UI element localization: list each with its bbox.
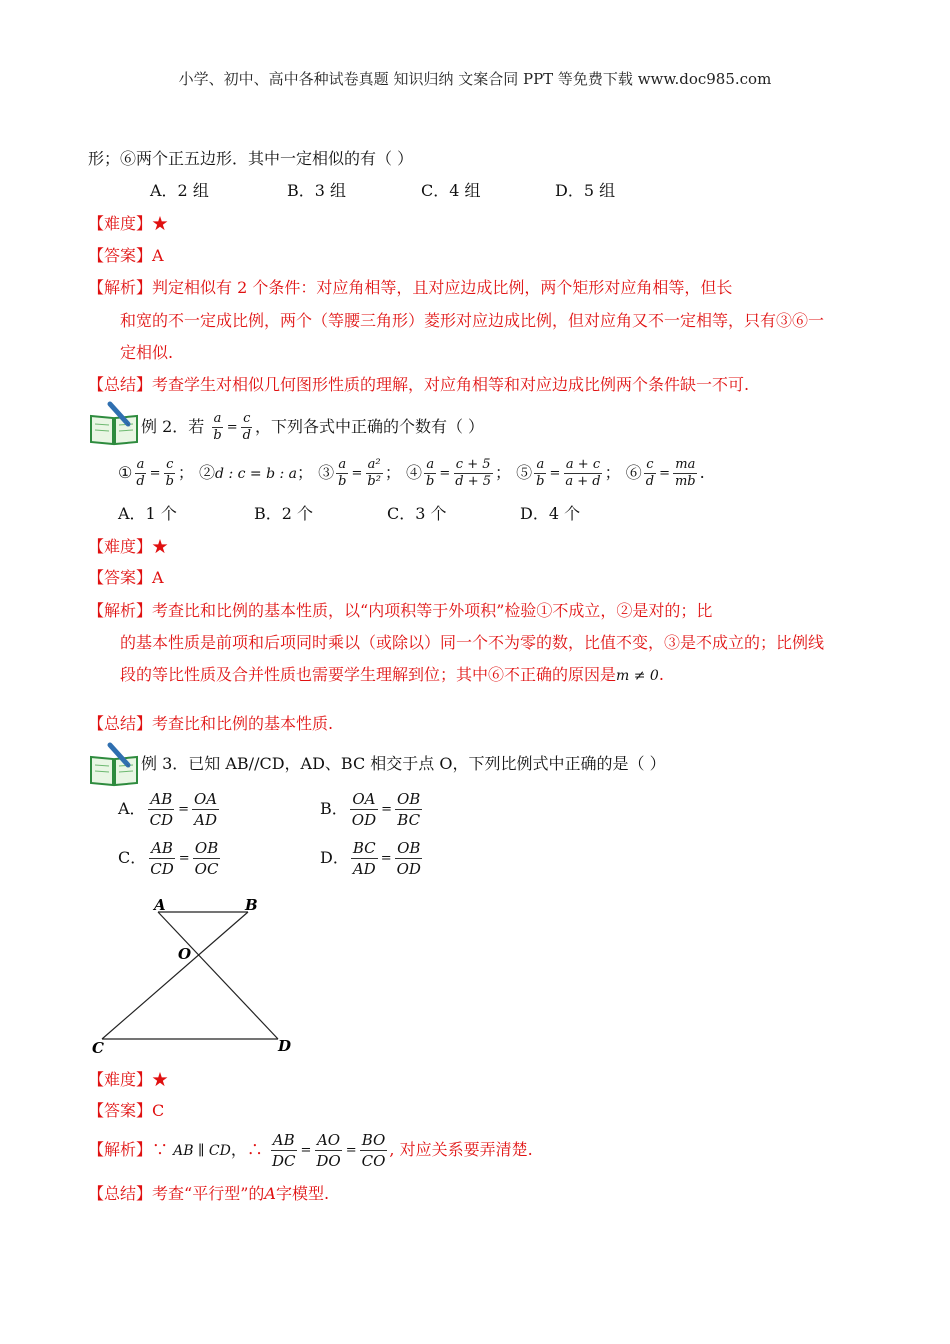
q3-option-b-frac-right [395, 790, 422, 829]
equals-sign: = [381, 802, 392, 817]
equals-sign: = [300, 1142, 312, 1158]
q3-option-d-n2: OB [397, 839, 421, 857]
q2-item-4-frac-right [453, 458, 493, 489]
q3-option-b-d2: BC [397, 811, 421, 829]
q3-option-a-letter: A． [118, 799, 146, 818]
q2-item-3-d1: b [338, 474, 347, 489]
q2-item-5-mark: ⑤ [516, 463, 533, 482]
q3-option-d-letter: D． [320, 848, 349, 867]
q2-analysis-math: m ≠ 0 [616, 668, 659, 684]
q3-answer [88, 1100, 164, 1122]
q3-summary-pre: 考查“平行型”的 [152, 1184, 265, 1203]
q2-items [118, 458, 705, 489]
q1-summary [88, 374, 749, 396]
q2-difficulty-label: 【难度】 [88, 537, 153, 556]
q1-analysis-line-3: 定相似. [120, 343, 174, 362]
q2-stem-pre: 若 [188, 417, 205, 436]
q3-option-b-n2: OB [397, 790, 421, 808]
equals-sign: = [178, 802, 189, 817]
geometry-figure [88, 895, 308, 1060]
equals-sign: = [351, 465, 363, 481]
q2-stem [141, 412, 484, 443]
q1-analysis-line-1: 判定相似有 2 个条件：对应角相等，且对应边成比例，两个矩形对应角相等，但长 [152, 278, 733, 297]
q2-item-3: ③ $\frac{a}{b}$ = $\frac{\text{a²}}{\text{b²}}$ ； [318, 457, 401, 489]
q1-difficulty-label: 【难度】 [88, 214, 153, 233]
q2-item-4-mark: ④ [406, 463, 423, 482]
segment-bc [102, 912, 248, 1039]
q2-item-1-d2: b [165, 474, 174, 489]
q1-answer-label: 【答案】 [88, 246, 153, 265]
q2-item-1-frac-left [134, 458, 146, 489]
q2-item-5: ⑤ $\frac{a}{b}$ = $\frac{a + c}{a + d}$ ； [516, 457, 621, 489]
point-label-b: B [245, 896, 258, 914]
q2-analysis [88, 600, 712, 622]
q3-summary-italic: A [264, 1184, 276, 1203]
q2-item-5-d1: b [536, 474, 545, 489]
q1-option-c: C．4 组 [421, 181, 481, 200]
q2-item-3-d2: b² [367, 474, 381, 489]
q2-item-5-frac-right [563, 458, 602, 489]
q1-option-a: A．2 组 [150, 181, 209, 200]
q2-answer-value: A [152, 568, 164, 587]
q2-analysis-line-1: 考查比和比例的基本性质，以“内项积等于外项积”检验①不成立，②是对的；比 [152, 601, 713, 620]
q2-item-2: ②d : c = b : a； [199, 463, 314, 482]
q2-premise-frac-right [241, 412, 253, 443]
q2-difficulty-star: ★ [152, 537, 169, 556]
q3-stem-text: 已知 AB//CD，AD、BC 相交于点 O，下列比例式中正确的是（ ） [188, 754, 666, 773]
q3-option-d-n1: BC [352, 839, 376, 857]
q2-difficulty [88, 536, 168, 558]
q2-item-5-n1: a [536, 457, 545, 472]
q2-stem-post: ，下列各式中正确的个数有（ ） [254, 417, 485, 436]
q1-difficulty [88, 213, 168, 235]
equals-sign: = [549, 465, 561, 481]
q2-premise-num1: a [213, 411, 222, 426]
q3-analysis-tail: , 对应关系要弄清楚. [389, 1140, 533, 1159]
q2-summary-text: 考查比和比例的基本性质. [152, 714, 334, 733]
q1-option-d: D．5 组 [555, 181, 616, 200]
q2-answer [88, 567, 164, 589]
q2-item-5-n2: a + c [565, 457, 601, 472]
point-label-a: A [154, 896, 166, 914]
q2-analysis-label: 【解析】 [88, 601, 153, 620]
q3-option-d [320, 839, 425, 878]
q3-summary-post: 字模型. [275, 1184, 330, 1203]
q3-analysis-frac-2-num: AO [316, 1131, 341, 1149]
q2-item-1-n1: a [136, 457, 145, 472]
q3-answer-label: 【答案】 [88, 1101, 153, 1120]
q3-option-b-n1: OA [352, 790, 376, 808]
q2-item-3-n2: a² [367, 457, 381, 472]
equals-sign: = [226, 419, 238, 435]
q3-option-a [118, 790, 221, 829]
q1-option-b: B．3 组 [287, 181, 347, 200]
q1-summary-label: 【总结】 [88, 375, 153, 394]
q2-item-6-d2: mb [674, 474, 696, 489]
q3-analysis-because: ∵ [152, 1140, 169, 1159]
q2-label: 例 2． [141, 417, 189, 436]
q2-option-b: B．2 个 [254, 504, 314, 523]
q1-summary-text: 考查学生对相似几何图形性质的理解，对应角相等和对应边成比例两个条件缺一不可. [152, 375, 750, 394]
q2-item-3-frac-right [365, 458, 383, 489]
example-book-icon [88, 741, 140, 787]
equals-sign: = [345, 1142, 357, 1158]
q3-option-c-n2: OB [194, 839, 219, 857]
q1-difficulty-star: ★ [152, 214, 169, 233]
q1-answer [88, 245, 164, 267]
q2-item-3-mark: ③ [318, 463, 335, 482]
q3-option-c-frac-right [193, 839, 221, 878]
q3-analysis-frac-3-den: CO [361, 1152, 386, 1170]
point-label-d: D [278, 1037, 292, 1055]
q2-item-6: ⑥ $\frac{c}{d}$ = $\frac{ma}{mb}$ . [625, 457, 705, 489]
q3-difficulty-label: 【难度】 [88, 1070, 153, 1089]
q2-item-1-frac-right [164, 458, 176, 489]
equals-sign: = [380, 851, 392, 866]
q2-analysis-line-3: 段的等比性质及合并性质也需要学生理解到位；其中⑥不正确的原因是 [120, 665, 617, 684]
q3-difficulty-star: ★ [152, 1070, 169, 1089]
q1-stem-tail: 形；⑥两个正五边形．其中一定相似的有（ ） [88, 149, 414, 168]
q2-premise-den2: d [242, 428, 251, 443]
q3-label: 例 3． [141, 754, 189, 773]
q2-option-c: C．3 个 [387, 504, 447, 523]
example-book-icon [88, 400, 140, 446]
q3-option-d-frac-left [351, 839, 378, 878]
q2-item-4-d1: b [426, 474, 435, 489]
q2-item-5-frac-left [534, 458, 546, 489]
q2-item-4: ④ $\frac{a}{b}$ = $\frac{c + 5}{d + 5}$ ； [406, 457, 512, 489]
equals-sign: = [439, 465, 451, 481]
q3-analysis-parallel: AB ∥ CD [173, 1143, 231, 1159]
q3-option-a-d2: AD [194, 811, 217, 829]
q3-option-c-d1: CD [150, 860, 174, 878]
q2-item-1-mark: ① [118, 463, 133, 482]
q2-answer-label: 【答案】 [88, 568, 153, 587]
q3-option-d-d1: AD [352, 860, 376, 878]
q2-premise-num2: c [243, 411, 251, 426]
q3-option-a-frac-right [192, 790, 219, 829]
segment-ad [158, 912, 278, 1039]
q3-answer-value: C [152, 1101, 165, 1120]
q2-item-6-frac-left [644, 458, 656, 489]
q2-option-a: A．1 个 [118, 504, 177, 523]
q3-option-c-frac-left [148, 839, 176, 878]
q3-difficulty [88, 1069, 168, 1091]
q2-item-1: ① $\frac{a}{d}$ = $\frac{c}{b}$ ； [118, 457, 194, 489]
q3-option-b-d1: OD [351, 811, 377, 829]
q3-option-a-d1: CD [149, 811, 174, 829]
q3-summary [88, 1183, 329, 1205]
q3-analysis-frac-3 [360, 1131, 388, 1170]
q3-summary-label: 【总结】 [88, 1184, 153, 1203]
q1-analysis [88, 277, 732, 299]
equals-sign: = [178, 851, 190, 866]
point-label-o: O [178, 945, 192, 963]
q3-analysis-frac-1-den: DC [271, 1152, 296, 1170]
point-label-c: C [92, 1039, 104, 1057]
q2-premise-den1: b [213, 428, 222, 443]
q2-item-2-mark: ② [199, 463, 216, 482]
q3-option-b-letter: B． [320, 799, 348, 818]
q3-analysis-label: 【解析】 [88, 1140, 153, 1159]
q3-option-a-n2: OA [193, 790, 218, 808]
q3-option-a-n1: AB [150, 790, 173, 808]
q3-analysis-frac-2 [314, 1131, 342, 1170]
q2-item-6-mark: ⑥ [625, 463, 642, 482]
q3-analysis-frac-1 [270, 1131, 298, 1170]
q2-item-4-d2: d + 5 [455, 474, 492, 489]
q2-analysis-line-3-wrap: 段的等比性质及合并性质也需要学生理解到位；其中⑥不正确的原因是m ≠ 0. [120, 665, 664, 684]
page-header: 小学、初中、高中各种试卷真题 知识归纳 文案合同 PPT 等免费下载 www.doc985.com [178, 70, 772, 88]
q2-item-3-frac-left [336, 458, 348, 489]
q3-option-a-frac-left [148, 790, 176, 829]
q2-summary [88, 713, 333, 735]
q3-option-b [320, 790, 424, 829]
q2-item-1-d1: d [136, 474, 145, 489]
q2-item-3-n1: a [338, 457, 347, 472]
q3-option-b-frac-left [350, 790, 378, 829]
q2-summary-label: 【总结】 [88, 714, 153, 733]
q3-analysis: 【解析】∵ AB ∥ CD，∴ $\frac{AB}{DC}$ = $\frac{AO}{DO}$ = $\frac{BO}{CO}$ , 对应关系要弄清楚. [88, 1131, 533, 1170]
equals-sign: = [149, 465, 161, 481]
q3-option-c [118, 839, 222, 878]
q2-premise-frac-left [211, 412, 223, 443]
q2-option-d: D．4 个 [520, 504, 581, 523]
q2-item-4-frac-left [424, 458, 436, 489]
q3-option-c-d2: OC [194, 860, 219, 878]
q3-option-c-letter: C． [118, 848, 147, 867]
q2-item-5-d2: a + d [565, 474, 601, 489]
q3-analysis-frac-3-num: BO [361, 1131, 386, 1149]
q3-analysis-frac-1-num: AB [272, 1131, 295, 1149]
q2-item-6-d1: d [645, 474, 655, 489]
q2-item-1-n2: c [166, 457, 174, 472]
q3-analysis-frac-2-den: DO [316, 1152, 341, 1170]
equals-sign: = [659, 465, 670, 481]
q2-item-4-n1: a [426, 457, 435, 472]
q3-option-c-n1: AB [151, 839, 173, 857]
q2-item-6-n1: c [646, 457, 654, 472]
q3-option-d-d2: OD [396, 860, 421, 878]
q2-item-2-text: d : c = b : a [215, 466, 298, 482]
q1-answer-value: A [152, 246, 164, 265]
q1-analysis-line-2: 和宽的不一定成比例，两个（等腰三角形）菱形对应边成比例，但对应角又不一定相等，只有③⑥一 [120, 311, 825, 330]
q2-item-4-n2: c + 5 [455, 457, 491, 472]
q2-analysis-line-2: 的基本性质是前项和后项同时乘以（或除以）同一个不为零的数，比值不变，③是不成立的；比例线 [120, 633, 825, 652]
q1-analysis-label: 【解析】 [88, 278, 153, 297]
q2-item-6-n2: ma [675, 457, 696, 472]
q3-option-d-frac-right [395, 839, 423, 878]
q3-stem [141, 753, 666, 775]
q3-analysis-therefore: ∴ [246, 1140, 263, 1159]
q2-item-6-frac-right [673, 458, 698, 489]
